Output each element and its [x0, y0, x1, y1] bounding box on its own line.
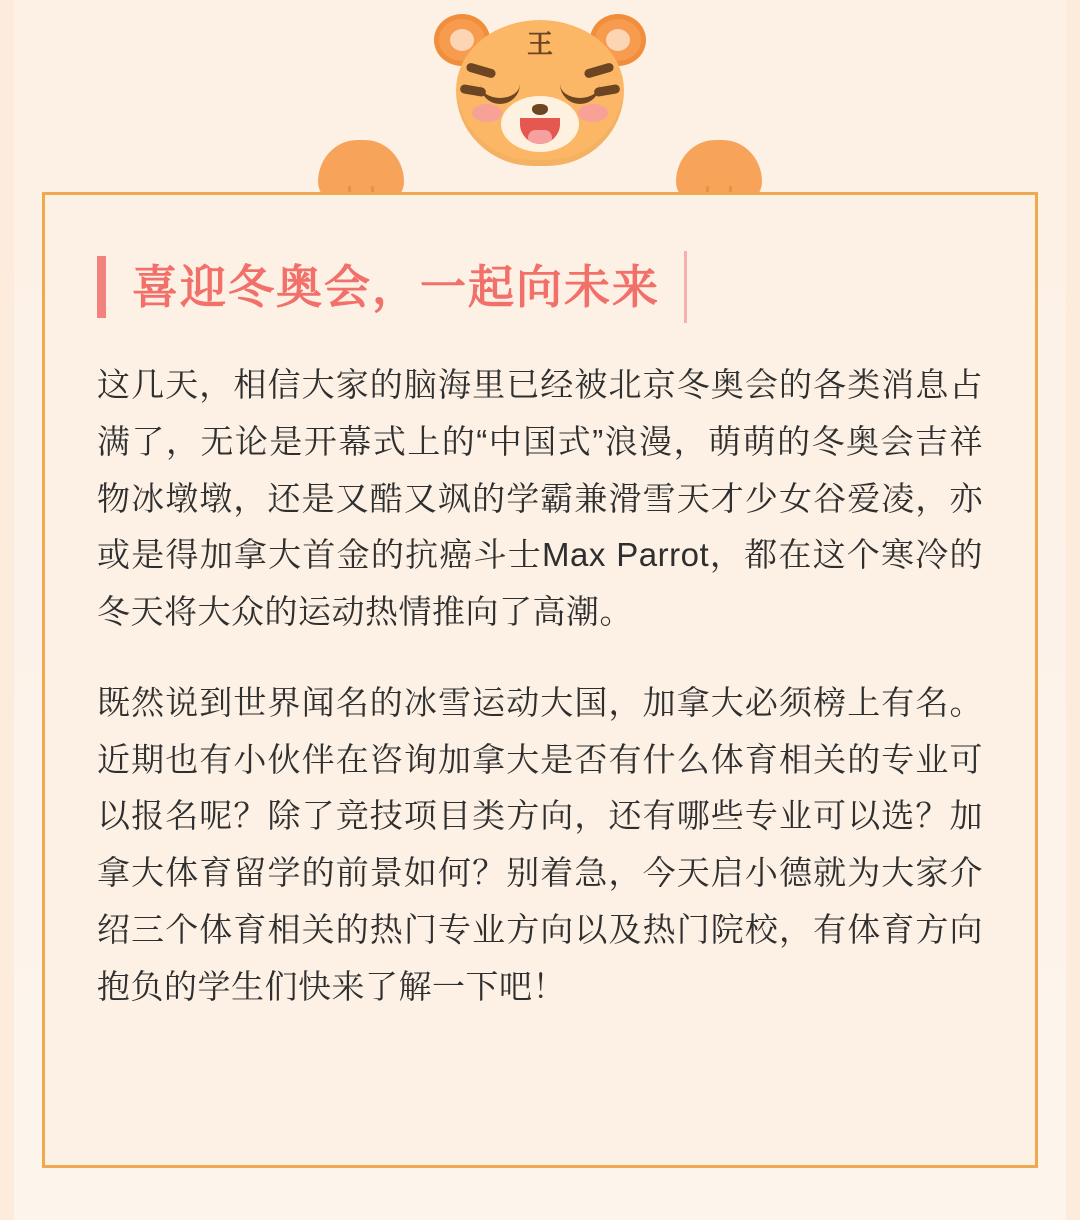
tiger-stripe-icon: [465, 62, 496, 79]
tiger-head: [432, 8, 648, 166]
article-heading: [97, 251, 983, 323]
tiger-eye-right: [560, 78, 600, 104]
tiger-mascot: [0, 0, 1080, 215]
tiger-muzzle: [501, 96, 579, 152]
article-paragraph: 这几天，相信大家的脑海里已经被北京冬奥会的各类消息占满了，无论是开幕式上的“中国式”浪漫，萌萌的冬奥会吉祥物冰墩墩，还是又酷又飒的学霸兼滑雪天才少女谷爱凌，亦或是得加拿大首金的抗癌斗士Max Parrot，都在这个寒冷的冬天将大众的运动热情推向了高潮。: [97, 366, 983, 630]
tiger-mouth: [520, 118, 560, 144]
tiger-face: [456, 20, 624, 166]
heading-accent-bar-right: [684, 251, 687, 323]
article-paragraph: 既然说到世界闻名的冰雪运动大国，加拿大必须榜上有名。近期也有小伙伴在咨询加拿大是否有什么体育相关的专业可以报名呢？除了竞技项目类方向，还有哪些专业可以选？加拿大体育留学的前景如何？别着急，今天启小德就为大家介绍三个体育相关的热门专业方向以及热门院校，有体育方向抱负的学生们快来了解一下吧！: [97, 683, 983, 1005]
heading-accent-bar-left: [97, 256, 106, 318]
tiger-forehead-mark: 王: [526, 30, 554, 60]
content-card: [42, 192, 1038, 1168]
tiger-nose-icon: [532, 104, 548, 115]
tiger-cheek-right: [578, 104, 608, 122]
tiger-cheek-left: [472, 104, 502, 122]
tiger-eye-left: [480, 78, 520, 104]
heading-text: 喜迎冬奥会，一起向未来: [132, 260, 660, 313]
tiger-tongue: [528, 130, 552, 144]
tiger-stripe-icon: [583, 62, 614, 79]
